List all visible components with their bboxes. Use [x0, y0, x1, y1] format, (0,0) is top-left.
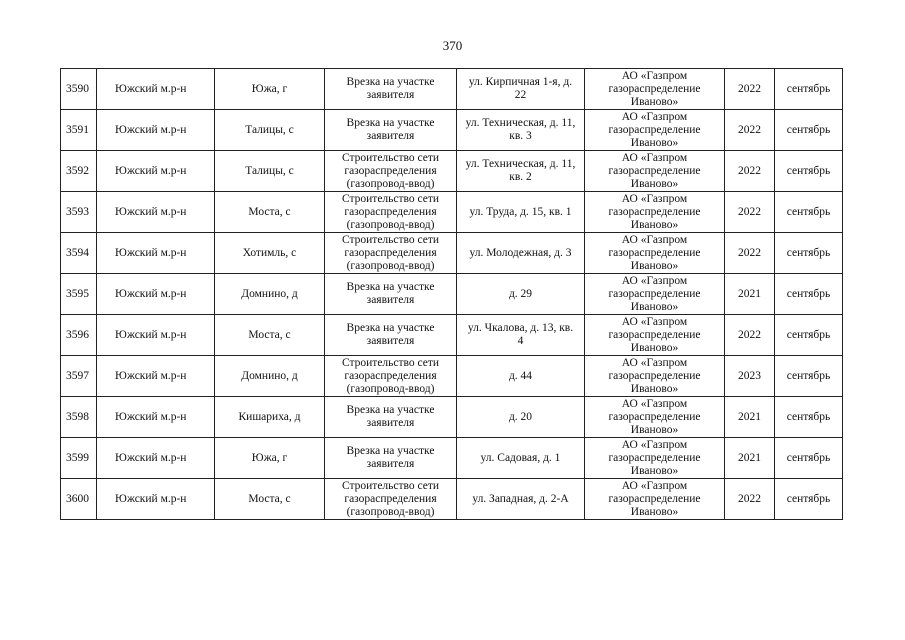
district-cell: Южский м.р-н [97, 397, 215, 438]
organization-cell: АО «Газпром газораспределение Иваново» [585, 397, 725, 438]
address-cell: д. 20 [457, 397, 585, 438]
organization-cell: АО «Газпром газораспределение Иваново» [585, 356, 725, 397]
district-cell: Южский м.р-н [97, 438, 215, 479]
row-number-cell: 3595 [61, 274, 97, 315]
work-type-cell: Строительство сети газораспределения (газопровод-ввод) [325, 233, 457, 274]
district-cell: Южский м.р-н [97, 274, 215, 315]
address-cell: ул. Кирпичная 1-я, д. 22 [457, 69, 585, 110]
month-cell: сентябрь [775, 69, 843, 110]
work-type-cell: Врезка на участке заявителя [325, 438, 457, 479]
month-cell: сентябрь [775, 192, 843, 233]
work-type-cell: Строительство сети газораспределения (газопровод-ввод) [325, 356, 457, 397]
year-cell: 2022 [725, 69, 775, 110]
table-row [61, 110, 843, 151]
address-cell: д. 44 [457, 356, 585, 397]
month-cell: сентябрь [775, 151, 843, 192]
address-cell: ул. Садовая, д. 1 [457, 438, 585, 479]
district-cell: Южский м.р-н [97, 151, 215, 192]
address-cell: д. 29 [457, 274, 585, 315]
settlement-cell: Моста, с [215, 192, 325, 233]
gasification-table [60, 68, 843, 520]
table-row [61, 315, 843, 356]
organization-cell: АО «Газпром газораспределение Иваново» [585, 438, 725, 479]
table-row [61, 479, 843, 520]
row-number-cell: 3598 [61, 397, 97, 438]
table-row [61, 274, 843, 315]
month-cell: сентябрь [775, 233, 843, 274]
district-cell: Южский м.р-н [97, 192, 215, 233]
year-cell: 2021 [725, 438, 775, 479]
settlement-cell: Моста, с [215, 479, 325, 520]
address-cell: ул. Чкалова, д. 13, кв. 4 [457, 315, 585, 356]
year-cell: 2022 [725, 151, 775, 192]
organization-cell: АО «Газпром газораспределение Иваново» [585, 151, 725, 192]
month-cell: сентябрь [775, 110, 843, 151]
row-number-cell: 3593 [61, 192, 97, 233]
work-type-cell: Строительство сети газораспределения (газопровод-ввод) [325, 479, 457, 520]
district-cell: Южский м.р-н [97, 356, 215, 397]
settlement-cell: Хотимль, с [215, 233, 325, 274]
row-number-cell: 3597 [61, 356, 97, 397]
district-cell: Южский м.р-н [97, 315, 215, 356]
row-number-cell: 3591 [61, 110, 97, 151]
page-number: 370 [442, 38, 463, 53]
row-number-cell: 3599 [61, 438, 97, 479]
district-cell: Южский м.р-н [97, 233, 215, 274]
row-number-cell: 3596 [61, 315, 97, 356]
table-row [61, 397, 843, 438]
year-cell: 2022 [725, 110, 775, 151]
month-cell: сентябрь [775, 274, 843, 315]
organization-cell: АО «Газпром газораспределение Иваново» [585, 110, 725, 151]
month-cell: сентябрь [775, 397, 843, 438]
organization-cell: АО «Газпром газораспределение Иваново» [585, 315, 725, 356]
address-cell: ул. Техническая, д. 11, кв. 2 [457, 151, 585, 192]
table-row [61, 356, 843, 397]
year-cell: 2022 [725, 233, 775, 274]
organization-cell: АО «Газпром газораспределение Иваново» [585, 274, 725, 315]
row-number-cell: 3592 [61, 151, 97, 192]
organization-cell: АО «Газпром газораспределение Иваново» [585, 69, 725, 110]
year-cell: 2022 [725, 192, 775, 233]
year-cell: 2021 [725, 397, 775, 438]
address-cell: ул. Западная, д. 2-А [457, 479, 585, 520]
settlement-cell: Южа, г [215, 438, 325, 479]
month-cell: сентябрь [775, 479, 843, 520]
settlement-cell: Домнино, д [215, 356, 325, 397]
table-row [61, 151, 843, 192]
table-row [61, 192, 843, 233]
work-type-cell: Строительство сети газораспределения (газопровод-ввод) [325, 151, 457, 192]
year-cell: 2022 [725, 479, 775, 520]
row-number-cell: 3600 [61, 479, 97, 520]
address-cell: ул. Техническая, д. 11, кв. 3 [457, 110, 585, 151]
year-cell: 2023 [725, 356, 775, 397]
settlement-cell: Моста, с [215, 315, 325, 356]
table-row [61, 69, 843, 110]
table-row [61, 438, 843, 479]
work-type-cell: Врезка на участке заявителя [325, 110, 457, 151]
organization-cell: АО «Газпром газораспределение Иваново» [585, 233, 725, 274]
row-number-cell: 3594 [61, 233, 97, 274]
address-cell: ул. Молодежная, д. 3 [457, 233, 585, 274]
organization-cell: АО «Газпром газораспределение Иваново» [585, 192, 725, 233]
row-number-cell: 3590 [61, 69, 97, 110]
work-type-cell: Врезка на участке заявителя [325, 69, 457, 110]
work-type-cell: Врезка на участке заявителя [325, 274, 457, 315]
month-cell: сентябрь [775, 438, 843, 479]
district-cell: Южский м.р-н [97, 479, 215, 520]
settlement-cell: Талицы, с [215, 110, 325, 151]
work-type-cell: Врезка на участке заявителя [325, 315, 457, 356]
address-cell: ул. Труда, д. 15, кв. 1 [457, 192, 585, 233]
work-type-cell: Строительство сети газораспределения (газопровод-ввод) [325, 192, 457, 233]
district-cell: Южский м.р-н [97, 69, 215, 110]
settlement-cell: Кишариха, д [215, 397, 325, 438]
settlement-cell: Южа, г [215, 69, 325, 110]
year-cell: 2021 [725, 274, 775, 315]
month-cell: сентябрь [775, 315, 843, 356]
work-type-cell: Врезка на участке заявителя [325, 397, 457, 438]
district-cell: Южский м.р-н [97, 110, 215, 151]
settlement-cell: Домнино, д [215, 274, 325, 315]
table-row [61, 233, 843, 274]
month-cell: сентябрь [775, 356, 843, 397]
settlement-cell: Талицы, с [215, 151, 325, 192]
organization-cell: АО «Газпром газораспределение Иваново» [585, 479, 725, 520]
year-cell: 2022 [725, 315, 775, 356]
